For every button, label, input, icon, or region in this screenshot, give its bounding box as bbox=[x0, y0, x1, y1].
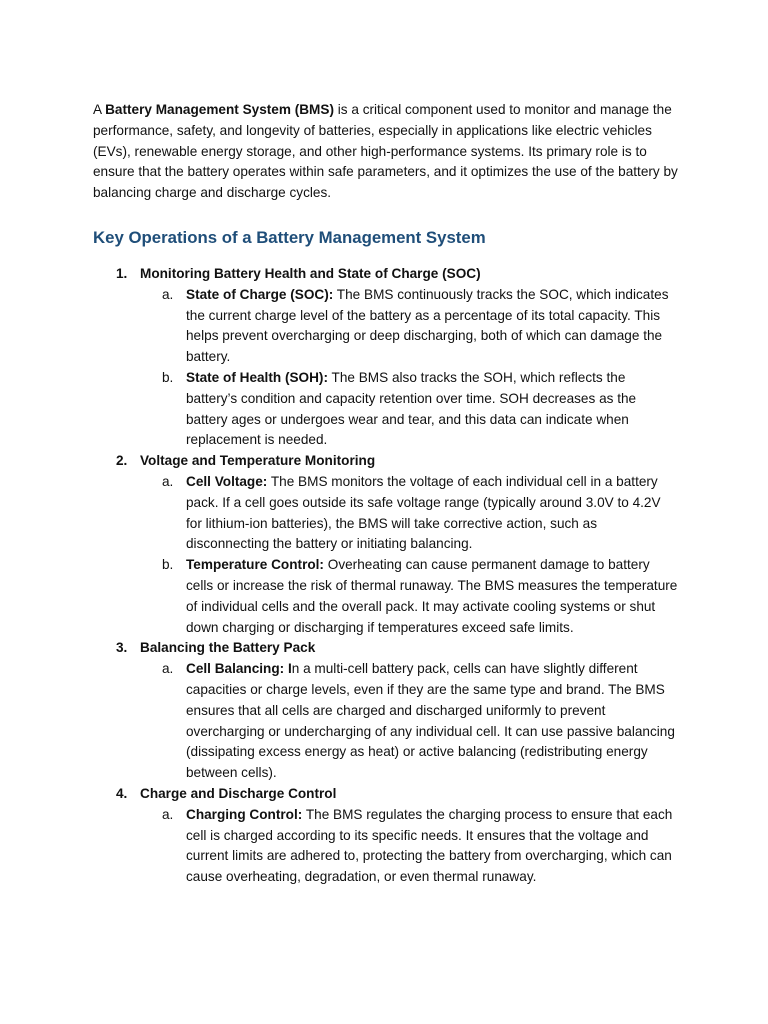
section-heading: Key Operations of a Battery Management System bbox=[93, 227, 486, 247]
sub-list bbox=[140, 805, 678, 888]
sub-text: The BMS also tracks the SOH, which reflects the battery’s condition and capacity retention over time. SOH decreases as the battery ages or undergoes wear and tear, and this data can indicate when replacement is needed. bbox=[186, 369, 637, 448]
sub-text: The BMS regulates the charging process to ensure that each cell is charged according to its specific needs. It ensures that the voltage and current limits are adhered to, protecting the battery from overcharging, which can cause overheating, degradation, or even thermal runaway. bbox=[186, 806, 673, 885]
sub-letter: a. bbox=[162, 661, 174, 677]
sub-label: Cell Voltage: bbox=[186, 473, 268, 489]
operation-title: Voltage and Temperature Monitoring bbox=[140, 453, 376, 469]
operation-title: Balancing the Battery Pack bbox=[140, 640, 316, 656]
operation-item bbox=[93, 451, 678, 638]
sub-label: Temperature Control: bbox=[186, 557, 324, 573]
sub-list bbox=[140, 659, 678, 784]
operation-item bbox=[93, 264, 678, 451]
operation-number: 2. bbox=[116, 453, 128, 469]
operations-list bbox=[93, 264, 678, 888]
sub-text: The BMS monitors the voltage of each individual cell in a battery pack. If a cell goes outside its safe voltage range (typically around 3.0V to 4.2V for lithium-ion batteries), the BMS will take corrective action, such as disconnecting the battery or initiating balancing. bbox=[186, 473, 661, 552]
sub-letter: a. bbox=[162, 286, 174, 302]
operation-item bbox=[93, 784, 678, 888]
intro-lead: A bbox=[93, 102, 106, 117]
sub-label: State of Charge (SOC): bbox=[186, 286, 334, 302]
operation-number: 4. bbox=[116, 785, 128, 801]
sub-list bbox=[140, 285, 678, 451]
sub-item bbox=[140, 472, 678, 555]
sub-letter: b. bbox=[162, 369, 174, 385]
intro-paragraph bbox=[93, 100, 678, 204]
sub-letter: a. bbox=[162, 473, 174, 489]
sub-letter: a. bbox=[162, 806, 174, 822]
intro-bold-term: Battery Management System (BMS) bbox=[105, 102, 334, 117]
sub-item bbox=[140, 285, 678, 368]
sub-label: Charging Control: bbox=[186, 806, 303, 822]
sub-text: The BMS continuously tracks the SOC, which indicates the current charge level of the battery as a percentage of its total capacity. This helps prevent overcharging or deep discharging, both of which can damage the battery. bbox=[186, 286, 669, 365]
sub-item bbox=[140, 555, 678, 638]
operation-title: Monitoring Battery Health and State of Charge (SOC) bbox=[140, 265, 481, 281]
sub-letter: b. bbox=[162, 557, 174, 573]
sub-label: Cell Balancing: I bbox=[186, 661, 292, 677]
sub-list bbox=[140, 472, 678, 638]
operation-title: Charge and Discharge Control bbox=[140, 785, 337, 801]
operation-number: 3. bbox=[116, 640, 128, 656]
sub-text: n a multi-cell battery pack, cells can have slightly different capacities or charge levels, even if they are the same type and brand. The BMS ensures that all cells are charged and discharged uniformly to prevent overcharging or undercharging of any individual cell. It can use passive balancing (dissipating excess energy as heat) or active balancing (redistributing energy between cells). bbox=[186, 661, 675, 781]
sub-text: Overheating can cause permanent damage to battery cells or increase the risk of thermal runaway. The BMS measures the temperature of individual cells and the overall pack. It may activate cooling systems or shut down charging or discharging if temperatures exceed safe limits. bbox=[186, 557, 678, 635]
sub-item bbox=[140, 805, 678, 888]
sub-item bbox=[140, 368, 678, 451]
intro-body: is a critical component used to monitor and manage the performance, safety, and longevity of batteries, especially in applications like electric vehicles (EVs), renewable energy storage, and other high-performance systems. Its primary role is to ensure that the battery operates within safe parameters, and it optimizes the use of the battery by balancing charge and discharge cycles. bbox=[93, 102, 678, 201]
sub-item bbox=[140, 659, 678, 784]
operation-item bbox=[93, 638, 678, 784]
operation-number: 1. bbox=[116, 265, 128, 281]
sub-label: State of Health (SOH): bbox=[186, 369, 328, 385]
